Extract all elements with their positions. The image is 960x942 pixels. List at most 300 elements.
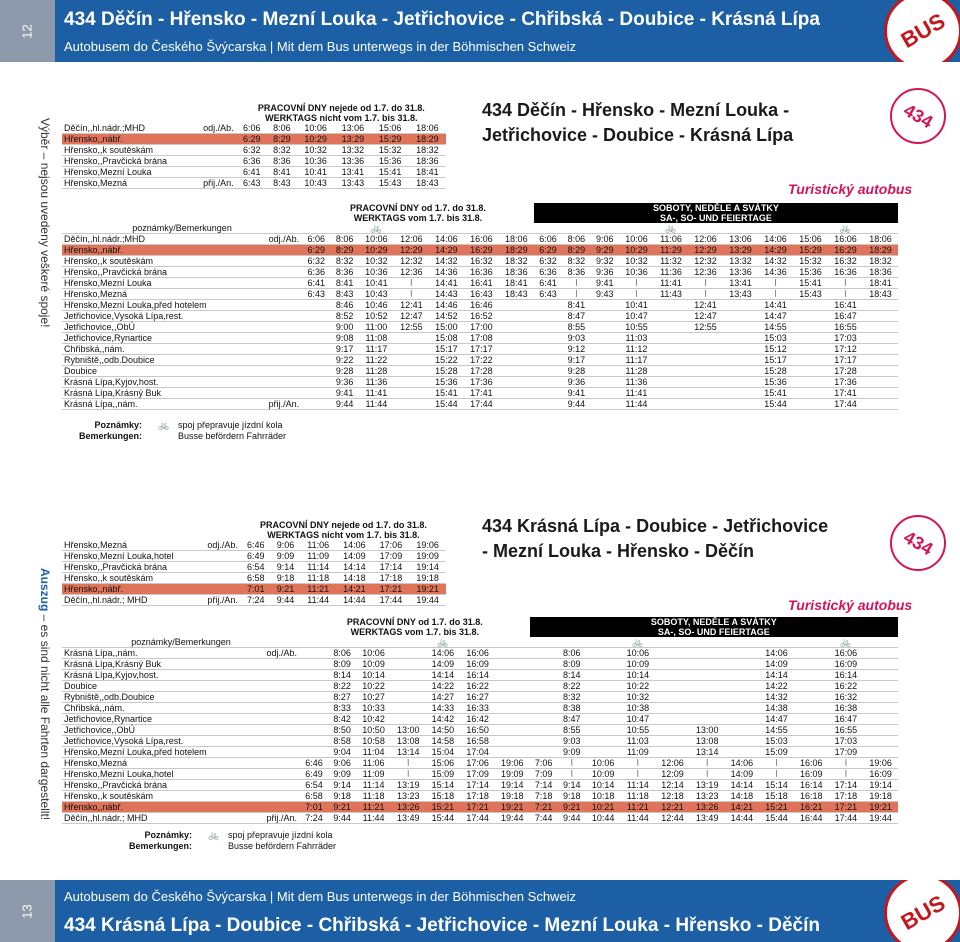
page-title: 434 Děčín - Hřensko - Mezní Louka - Jetřichovice - Chřibská - Doubice - Krásná Lípa xyxy=(64,9,820,30)
time-cell: 10:47 xyxy=(621,714,656,725)
time-cell: 10:32 xyxy=(619,256,654,267)
time-cell: 16:46 xyxy=(464,300,499,311)
time-cell: 10:06 xyxy=(297,123,334,134)
time-cell: 15:36 xyxy=(758,377,793,388)
time-cell xyxy=(530,703,558,714)
time-cell: 18:06 xyxy=(863,234,898,245)
time-cell xyxy=(300,714,328,725)
notes-row: poznámky/Bemerkungen 🚲 🚲 🚲 xyxy=(62,637,898,648)
time-cell: 9:17 xyxy=(562,355,590,366)
table-row xyxy=(62,145,446,156)
arrival-departure-label xyxy=(254,659,300,670)
time-cell xyxy=(534,333,562,344)
time-cell: ⦚ xyxy=(619,278,654,289)
header-summer-de: WERKTAGS vom 1.7. bis 31.8. xyxy=(353,213,483,223)
time-cell: 14:22 xyxy=(426,681,461,692)
table-row xyxy=(62,377,898,388)
time-cell: 10:06 xyxy=(619,234,654,245)
arrival-departure-label: odj./Ab. xyxy=(255,234,302,245)
time-cell: 19:14 xyxy=(409,562,446,573)
time-cell: 6:36 xyxy=(534,267,562,278)
time-cell xyxy=(794,714,829,725)
time-cell: 19:18 xyxy=(863,791,898,802)
time-cell xyxy=(863,725,898,736)
time-cell: 17:06 xyxy=(460,758,495,769)
time-cell xyxy=(654,388,688,399)
time-cell: 9:14 xyxy=(328,780,356,791)
time-cell: 16:32 xyxy=(829,692,864,703)
route-title-bottom: 434 Krásná Lípa - Doubice - Jetřichovice - Mezní Louka - Hřensko - Děčín xyxy=(482,516,829,561)
time-cell xyxy=(723,355,758,366)
time-cell: 15:43 xyxy=(793,289,828,300)
time-cell xyxy=(302,355,330,366)
time-cell: 10:36 xyxy=(359,267,394,278)
time-cell: 15:22 xyxy=(429,355,464,366)
time-cell: 9:08 xyxy=(331,333,359,344)
time-cell: 12:06 xyxy=(394,234,429,245)
time-cell xyxy=(688,366,723,377)
time-cell xyxy=(794,736,829,747)
time-cell xyxy=(725,648,760,659)
table-row xyxy=(62,747,898,758)
time-cell: ⦚ xyxy=(394,278,429,289)
page-number: 13 xyxy=(0,880,55,942)
time-cell: 6:46 xyxy=(241,540,271,551)
time-cell: 13:14 xyxy=(391,747,426,758)
time-cell xyxy=(863,648,898,659)
time-cell xyxy=(499,322,534,333)
time-cell: 14:21 xyxy=(336,584,373,595)
time-cell: 14:21 xyxy=(725,802,760,813)
time-cell xyxy=(723,399,758,410)
page-subtitle: Autobusem do Českého Švýcarska | Mit dem Bus unterwegs in der Böhmischen Schweiz xyxy=(64,889,577,904)
time-cell xyxy=(499,344,534,355)
table-row xyxy=(62,333,898,344)
table-row xyxy=(62,167,446,178)
time-cell: 9:21 xyxy=(328,802,356,813)
stop-name: Hřensko,Mezní Louka,hotel xyxy=(62,551,198,562)
time-cell xyxy=(586,725,621,736)
time-cell: 13:29 xyxy=(334,134,371,145)
time-cell xyxy=(690,670,725,681)
arrival-departure-label xyxy=(254,780,300,791)
arrival-departure-label xyxy=(193,167,237,178)
time-cell: 6:41 xyxy=(302,278,330,289)
stop-name: Hřensko,Mezná xyxy=(62,540,198,551)
time-cell xyxy=(302,300,330,311)
time-cell: 14:22 xyxy=(759,681,794,692)
time-cell xyxy=(391,648,426,659)
time-cell: 9:21 xyxy=(271,584,301,595)
time-cell: 16:41 xyxy=(464,278,499,289)
time-cell: 9:41 xyxy=(562,388,590,399)
time-cell: 7:06 xyxy=(530,758,558,769)
time-cell: 12:21 xyxy=(655,802,690,813)
time-cell xyxy=(723,311,758,322)
time-cell xyxy=(794,681,829,692)
route-circle-badge: 434 xyxy=(890,88,946,144)
time-cell xyxy=(495,725,530,736)
bicycle-icon: 🚲 xyxy=(654,223,688,234)
time-cell xyxy=(391,681,426,692)
time-cell: 11:43 xyxy=(654,289,688,300)
time-cell: 7:18 xyxy=(530,791,558,802)
table-row xyxy=(62,355,898,366)
time-cell xyxy=(654,399,688,410)
time-cell: 10:14 xyxy=(356,670,391,681)
header-summer: PRACOVNÍ DNY od 1.7. do 31.8. xyxy=(350,203,486,213)
time-cell xyxy=(725,703,760,714)
time-cell: 9:43 xyxy=(591,289,619,300)
time-cell: 9:03 xyxy=(558,736,586,747)
time-cell xyxy=(863,388,898,399)
time-cell: 14:47 xyxy=(759,714,794,725)
time-cell: 13:49 xyxy=(391,813,426,824)
arrival-departure-label: odj./Ab. xyxy=(198,540,241,551)
time-cell xyxy=(794,725,829,736)
arrival-departure-label: odj./Ab. xyxy=(193,123,237,134)
time-cell xyxy=(794,670,829,681)
bus-badge-icon: BUS xyxy=(884,0,960,62)
time-cell: 16:22 xyxy=(460,681,495,692)
time-cell xyxy=(863,300,898,311)
time-cell xyxy=(793,366,828,377)
time-cell xyxy=(690,703,725,714)
time-cell: 11:41 xyxy=(619,388,654,399)
time-cell xyxy=(655,703,690,714)
stop-name: Děčín,,hl.nádr.;MHD xyxy=(62,234,255,245)
time-cell xyxy=(690,681,725,692)
time-cell: 11:18 xyxy=(356,791,391,802)
time-cell xyxy=(391,670,426,681)
time-cell: 11:08 xyxy=(359,333,394,344)
time-cell xyxy=(688,344,723,355)
arrival-departure-label xyxy=(255,355,302,366)
time-cell: 11:00 xyxy=(359,322,394,333)
arrival-departure-label xyxy=(255,344,302,355)
stop-name: Rybniště,,odb.Doubice xyxy=(62,355,255,366)
time-cell: 11:12 xyxy=(619,344,654,355)
time-cell: 16:36 xyxy=(828,267,863,278)
time-cell xyxy=(302,344,330,355)
time-cell xyxy=(793,311,828,322)
time-cell xyxy=(793,355,828,366)
time-cell: 18:41 xyxy=(499,278,534,289)
time-cell xyxy=(863,659,898,670)
time-cell: ⦚ xyxy=(829,769,864,780)
time-cell: 12:47 xyxy=(688,311,723,322)
time-cell: 8:52 xyxy=(331,311,359,322)
time-cell: 18:36 xyxy=(499,267,534,278)
time-cell: 8:29 xyxy=(267,134,297,145)
time-cell: 6:43 xyxy=(534,289,562,300)
time-cell: 12:14 xyxy=(655,780,690,791)
time-cell xyxy=(534,322,562,333)
time-cell: 17:03 xyxy=(828,333,863,344)
time-cell: 12:29 xyxy=(394,245,429,256)
time-cell: 14:09 xyxy=(725,769,760,780)
time-cell: 16:27 xyxy=(460,692,495,703)
time-cell: 17:44 xyxy=(828,399,863,410)
time-cell: 8:55 xyxy=(562,322,590,333)
time-cell: 12:29 xyxy=(688,245,723,256)
time-cell: 12:36 xyxy=(688,267,723,278)
time-cell: 9:06 xyxy=(591,234,619,245)
time-cell xyxy=(534,366,562,377)
time-cell: 19:09 xyxy=(409,551,446,562)
time-cell: 15:41 xyxy=(758,388,793,399)
time-cell xyxy=(654,322,688,333)
header-workdays-de: WERKTAGS nicht vom 1.7. bis 31.8. xyxy=(265,113,418,123)
arrival-departure-label xyxy=(255,311,302,322)
bicycle-icon: 🚲 xyxy=(829,637,864,648)
time-cell: 18:29 xyxy=(409,134,446,145)
route-title-top: 434 Děčín - Hřensko - Mezní Louka - Jetřichovice - Doubice - Krásná Lípa xyxy=(482,100,794,145)
time-cell: 10:38 xyxy=(621,703,656,714)
time-cell: 15:06 xyxy=(426,758,461,769)
time-cell xyxy=(690,714,725,725)
time-cell: ⦚ xyxy=(758,289,793,300)
stop-name: Hřensko,Mezní Louka,hotel xyxy=(62,769,254,780)
time-cell: 19:06 xyxy=(409,540,446,551)
stop-name: Hřensko,Mezní Louka,před hotelem xyxy=(62,747,254,758)
time-cell: 8:06 xyxy=(558,648,586,659)
time-cell: 13:06 xyxy=(334,123,371,134)
time-cell: 17:09 xyxy=(829,747,864,758)
time-cell xyxy=(300,692,328,703)
time-cell xyxy=(495,736,530,747)
time-cell: 8:32 xyxy=(267,145,297,156)
time-cell: 10:29 xyxy=(359,245,394,256)
time-cell: 8:09 xyxy=(558,659,586,670)
time-cell: 8:06 xyxy=(562,234,590,245)
time-cell: 7:21 xyxy=(530,802,558,813)
time-cell: 11:14 xyxy=(300,562,336,573)
time-cell: 8:27 xyxy=(328,692,356,703)
time-cell: 17:06 xyxy=(373,540,410,551)
time-cell: 15:36 xyxy=(793,267,828,278)
time-cell: 15:28 xyxy=(758,366,793,377)
time-cell xyxy=(654,344,688,355)
time-cell xyxy=(863,670,898,681)
time-cell: 6:54 xyxy=(300,780,328,791)
time-cell xyxy=(530,681,558,692)
time-cell: 10:52 xyxy=(359,311,394,322)
time-cell: 18:43 xyxy=(863,289,898,300)
bicycle-icon: 🚲 xyxy=(621,637,656,648)
time-cell: 10:43 xyxy=(297,178,334,189)
time-cell: 6:41 xyxy=(237,167,267,178)
time-cell xyxy=(591,322,619,333)
time-cell: 19:18 xyxy=(495,791,530,802)
time-cell: 9:14 xyxy=(558,780,586,791)
time-cell: ⦚ xyxy=(621,758,656,769)
time-cell: 17:14 xyxy=(460,780,495,791)
time-cell: 10:36 xyxy=(619,267,654,278)
time-cell: 12:41 xyxy=(394,300,429,311)
time-cell: 14:52 xyxy=(429,311,464,322)
time-cell: 14:06 xyxy=(426,648,461,659)
time-cell: 9:14 xyxy=(271,562,301,573)
time-cell xyxy=(394,333,429,344)
time-cell: 16:44 xyxy=(794,813,829,824)
time-cell xyxy=(591,333,619,344)
time-cell xyxy=(723,322,758,333)
timetable-workdays-inbound: PRACOVNÍ DNY nejede od 1.7. do 31.8. WERKTAGS nicht vom 1.7. bis 31.8. Hřensko,Mezná odj./Ab. 6:46 9:06 11:06 14:06 17:06 19:06 Hřensko,Mezní Louka,hotel 6:49 9:09 11:09 14:09 17:09 19:09 Hřensko,,Pravčická brána 6:54 9:14 11:14 14:14 17:14 19:14 Hřensko,,k soutěskám 6:58 9:18 11:18 14:18 17:18 19:18 Hřensko,,nábř. 7:01 9:21 11:21 14:21 17:21 19:21 Děčín,,hl.nádr.; MHD přij./An. 7:24 9:44 11:44 14:44 17:44 19:44 xyxy=(62,520,446,606)
time-cell: 14:32 xyxy=(759,692,794,703)
stop-name: Jetřichovice,Vysoká Lípa,rest. xyxy=(62,736,254,747)
time-cell: 8:09 xyxy=(328,659,356,670)
time-cell xyxy=(591,399,619,410)
time-cell: 17:04 xyxy=(460,747,495,758)
time-cell: 8:32 xyxy=(562,256,590,267)
time-cell: 8:14 xyxy=(328,670,356,681)
time-cell xyxy=(863,714,898,725)
time-cell: 16:38 xyxy=(829,703,864,714)
time-cell: 13:23 xyxy=(391,791,426,802)
time-cell: 13:23 xyxy=(690,791,725,802)
time-cell: 11:44 xyxy=(621,813,656,824)
time-cell: 11:28 xyxy=(359,366,394,377)
time-cell: 14:29 xyxy=(429,245,464,256)
time-cell: 9:44 xyxy=(562,399,590,410)
time-cell xyxy=(591,300,619,311)
table-row xyxy=(62,595,446,606)
time-cell xyxy=(863,344,898,355)
time-cell: 13:08 xyxy=(391,736,426,747)
stop-name: Jetřichovice,Rynartice xyxy=(62,333,255,344)
time-cell: 12:32 xyxy=(394,256,429,267)
stop-name: Krásná Lípa,,nám. xyxy=(62,648,254,659)
time-cell: 18:32 xyxy=(409,145,446,156)
table-row xyxy=(62,267,898,278)
time-cell: 9:09 xyxy=(558,747,586,758)
header-weekend-de: SA-, SO- UND FEIERTAGE xyxy=(534,213,898,223)
table-row xyxy=(62,725,898,736)
time-cell xyxy=(655,659,690,670)
time-cell: 8:43 xyxy=(331,289,359,300)
time-cell: 9:28 xyxy=(562,366,590,377)
time-cell: 8:43 xyxy=(267,178,297,189)
time-cell: ⦚ xyxy=(829,758,864,769)
time-cell: 12:36 xyxy=(394,267,429,278)
stop-name: Děčín,,hl.nádr.;MHD xyxy=(62,123,193,134)
time-cell xyxy=(794,648,829,659)
time-cell xyxy=(793,333,828,344)
time-cell: 8:46 xyxy=(331,300,359,311)
time-cell: 9:09 xyxy=(328,769,356,780)
table-row xyxy=(62,659,898,670)
time-cell: 6:32 xyxy=(237,145,267,156)
time-cell: 14:29 xyxy=(758,245,793,256)
time-cell: 10:14 xyxy=(621,670,656,681)
time-cell: 10:29 xyxy=(297,134,334,145)
time-cell xyxy=(725,670,760,681)
time-cell xyxy=(863,333,898,344)
time-cell: ⦚ xyxy=(562,278,590,289)
stop-name: Krásná Lípa,Krásný Buk xyxy=(62,388,255,399)
table-row xyxy=(62,714,898,725)
arrival-departure-label xyxy=(255,245,302,256)
time-cell xyxy=(302,333,330,344)
time-cell: 10:32 xyxy=(359,256,394,267)
table-row xyxy=(62,648,898,659)
time-cell: 11:03 xyxy=(619,333,654,344)
time-cell: 17:18 xyxy=(829,791,864,802)
time-cell xyxy=(654,355,688,366)
time-cell xyxy=(655,681,690,692)
time-cell: 8:22 xyxy=(328,681,356,692)
time-cell: 11:09 xyxy=(300,551,336,562)
time-cell: 13:14 xyxy=(690,747,725,758)
time-cell: 11:18 xyxy=(621,791,656,802)
time-cell xyxy=(654,311,688,322)
time-cell xyxy=(591,355,619,366)
time-cell: 15:36 xyxy=(371,156,408,167)
time-cell: 16:50 xyxy=(460,725,495,736)
time-cell: ⦚ xyxy=(759,769,794,780)
time-cell: 11:21 xyxy=(621,802,656,813)
bus-badge-icon: BUS xyxy=(884,880,960,942)
time-cell: 8:06 xyxy=(331,234,359,245)
table-row xyxy=(62,178,446,189)
time-cell xyxy=(586,681,621,692)
time-cell: 19:21 xyxy=(863,802,898,813)
time-cell xyxy=(391,692,426,703)
time-cell: 11:06 xyxy=(356,758,391,769)
time-cell: 15:32 xyxy=(371,145,408,156)
time-cell: 12:32 xyxy=(688,256,723,267)
time-cell: 11:17 xyxy=(619,355,654,366)
time-cell: 12:47 xyxy=(394,311,429,322)
time-cell xyxy=(499,300,534,311)
time-cell xyxy=(499,366,534,377)
time-cell: 9:03 xyxy=(562,333,590,344)
arrival-departure-label xyxy=(255,300,302,311)
time-cell: 18:06 xyxy=(409,123,446,134)
time-cell: 9:22 xyxy=(331,355,359,366)
time-cell: 8:47 xyxy=(562,311,590,322)
time-cell: 16:33 xyxy=(460,703,495,714)
time-cell xyxy=(300,703,328,714)
time-cell: 18:29 xyxy=(499,245,534,256)
arrival-departure-label xyxy=(254,736,300,747)
stop-name: Chřibská,,nám. xyxy=(62,703,254,714)
time-cell: 8:29 xyxy=(331,245,359,256)
time-cell: 6:29 xyxy=(237,134,267,145)
time-cell: 15:44 xyxy=(426,813,461,824)
time-cell: 16:22 xyxy=(829,681,864,692)
time-cell: 11:41 xyxy=(359,388,394,399)
time-cell: ⦚ xyxy=(828,289,863,300)
time-cell: 9:32 xyxy=(591,256,619,267)
time-cell: 17:18 xyxy=(460,791,495,802)
time-cell xyxy=(391,714,426,725)
time-cell: 19:21 xyxy=(495,802,530,813)
time-cell: 15:00 xyxy=(429,322,464,333)
time-cell xyxy=(725,725,760,736)
arrival-departure-label xyxy=(254,670,300,681)
route-circle-badge: 434 xyxy=(890,515,946,571)
arrival-departure-label xyxy=(198,584,241,595)
time-cell xyxy=(863,311,898,322)
time-cell xyxy=(793,300,828,311)
time-cell: ⦚ xyxy=(558,769,586,780)
bicycle-icon: 🚲 xyxy=(828,223,863,234)
time-cell: 10:42 xyxy=(356,714,391,725)
time-cell: ⦚ xyxy=(619,289,654,300)
time-cell xyxy=(725,681,760,692)
